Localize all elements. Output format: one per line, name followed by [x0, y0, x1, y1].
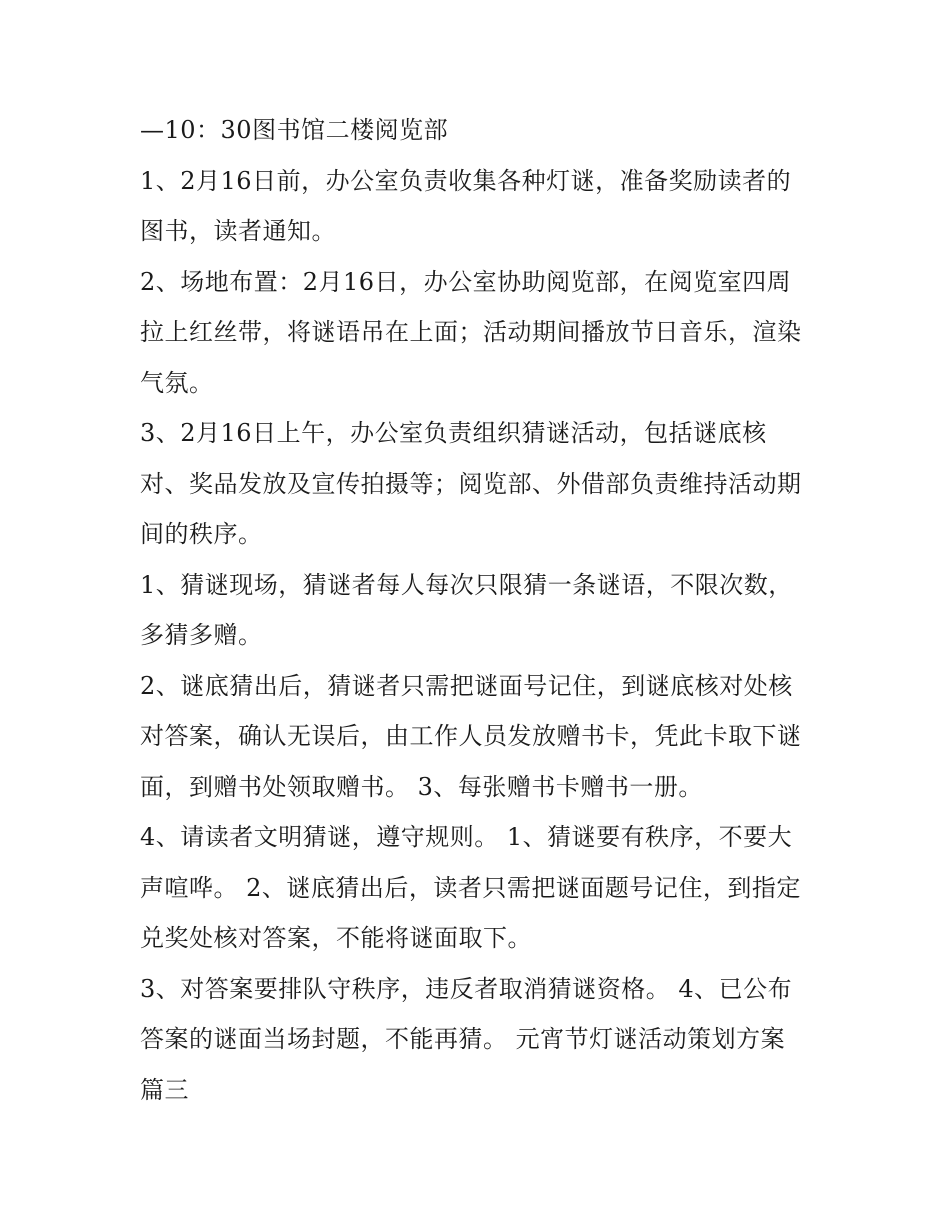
text-line: 拉上红丝带，将谜语吊在上面；活动期间播放节日音乐，渲染: [140, 318, 802, 346]
text-line: 2、谜底猜出后，猜谜者只需把谜面号记住，到谜底核对处核: [140, 672, 793, 700]
text-line: 对答案，确认无误后，由工作人员发放赠书卡，凭此卡取下谜: [140, 722, 802, 750]
text-line: 2、场地布置：2月16日，办公室协助阅览部，在阅览室四周: [140, 268, 792, 296]
text-line: —10：30图书馆二楼阅览部: [140, 116, 449, 144]
text-line: 篇三: [140, 1076, 189, 1104]
text-line: 3、对答案要排队守秩序，违反者取消猜谜资格。 4、已公布: [140, 975, 793, 1003]
text-line: 面，到赠书处领取赠书。 3、每张赠书卡赠书一册。: [140, 773, 703, 801]
text-line: 图书，读者通知。: [140, 217, 336, 245]
text-line: 1、猜谜现场，猜谜者每人每次只限猜一条谜语，不限次数，: [140, 571, 793, 599]
text-line: 气氛。: [140, 369, 214, 397]
text-line: 间的秩序。: [140, 520, 263, 548]
text-line: 3、2月16日上午，办公室负责组织猜谜活动，包括谜底核: [140, 419, 767, 447]
text-line: 4、请读者文明猜谜，遵守规则。 1、猜谜要有秩序，不要大: [140, 823, 793, 851]
text-line: 多猜多赠。: [140, 621, 263, 649]
text-line: 1、2月16日前，办公室负责收集各种灯谜，准备奖励读者的: [140, 167, 792, 195]
text-line: 声喧哗。 2、谜底猜出后，读者只需把谜面题号记住，到指定: [140, 874, 801, 902]
text-line: 对、奖品发放及宣传拍摄等；阅览部、外借部负责维持活动期: [140, 470, 802, 498]
text-line: 兑奖处核对答案，不能将谜面取下。: [140, 924, 532, 952]
text-line: 答案的谜面当场封题，不能再猜。 元宵节灯谜活动策划方案: [140, 1025, 786, 1053]
